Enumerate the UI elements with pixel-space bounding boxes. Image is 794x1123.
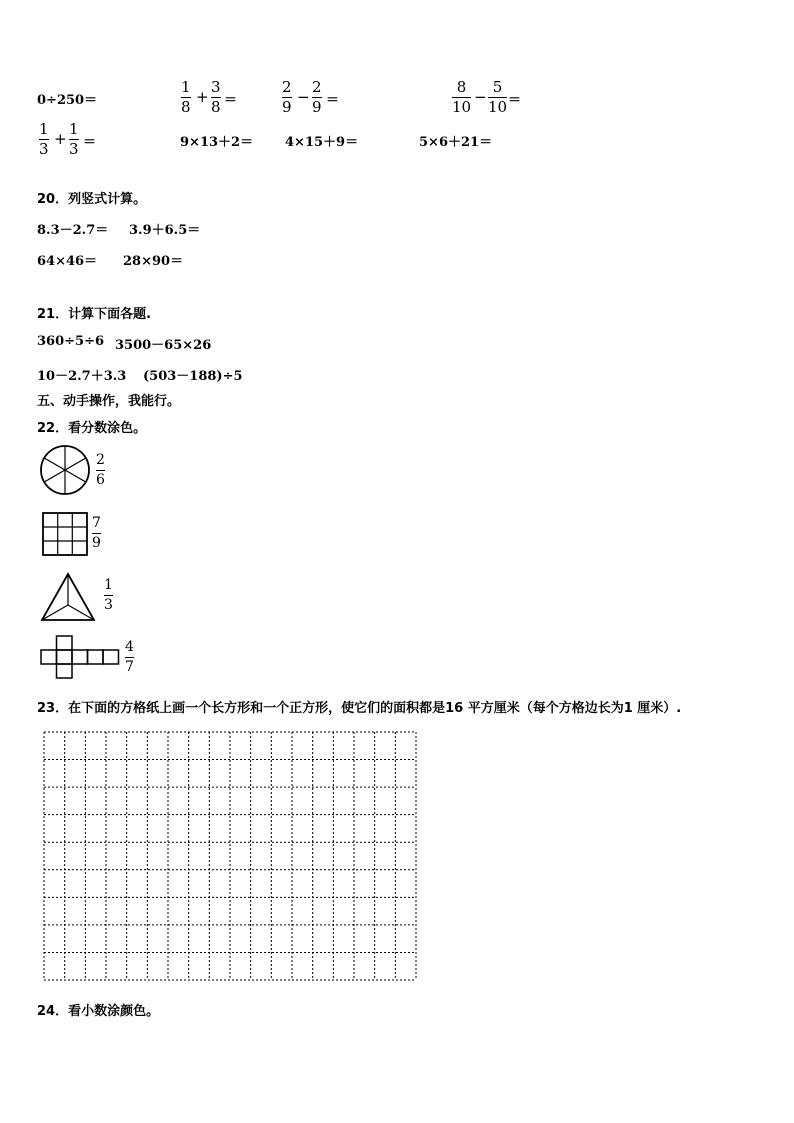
- fraction-eight-tenths: 8 10: [452, 78, 472, 116]
- question-23-title: 23．在下面的方格纸上画一个长方形和一个正方形，使它们的面积都是16 平方厘米（每个方格边长为1 厘米）.: [37, 701, 682, 716]
- fraction-label-4-7: 4 7: [125, 639, 134, 675]
- fraction-one-third-b: 1 3: [69, 120, 79, 158]
- expr-9x13-plus-2: 9×13＋2＝: [180, 135, 254, 150]
- operator-plus: +: [196, 88, 209, 106]
- triangle-thirds-icon[interactable]: [40, 572, 96, 622]
- q20-expr-1: 8.3－2.7＝: [37, 223, 109, 238]
- fraction-one-third-a: 1 3: [39, 120, 49, 158]
- question-21-title: 21．计算下面各题.: [37, 307, 152, 322]
- q21-expr-3: 10－2.7＋3.3: [37, 369, 127, 384]
- expr-divide-zero: 0÷250＝: [37, 93, 98, 108]
- fraction-five-tenths: 5 10: [488, 78, 508, 116]
- question-22-title: 22．看分数涂色。: [37, 421, 147, 436]
- square-grid-paper[interactable]: [43, 731, 417, 981]
- equals-sign: ＝: [326, 93, 340, 108]
- equals-sign: ＝: [83, 135, 97, 150]
- cross-net-sevenths-icon[interactable]: [40, 635, 122, 679]
- fraction-label-2-6: 2 6: [96, 452, 105, 488]
- fraction-three-eighths: 3 8: [211, 78, 221, 116]
- operator-minus: −: [474, 88, 487, 106]
- question-24-title: 24．看小数涂颜色。: [37, 1004, 160, 1019]
- q21-expr-2: 3500－65×26: [115, 338, 212, 353]
- q20-expr-2: 3.9＋6.5＝: [129, 223, 201, 238]
- fraction-two-ninths-a: 2 9: [282, 78, 292, 116]
- fraction-two-ninths-b: 2 9: [312, 78, 322, 116]
- fraction-one-eighth: 1 8: [181, 78, 191, 116]
- equals-sign: ＝: [508, 93, 522, 108]
- fraction-label-1-3: 1 3: [104, 577, 113, 613]
- q20-expr-4: 28×90＝: [123, 254, 184, 269]
- question-20-title: 20．列竖式计算。: [37, 192, 147, 207]
- expr-4x15-plus-9: 4×15＋9＝: [285, 135, 359, 150]
- expr-5x6-plus-21: 5×6＋21＝: [419, 135, 493, 150]
- equals-sign: ＝: [224, 93, 238, 108]
- operator-plus: +: [54, 130, 67, 148]
- section-5-heading: 五、动手操作，我能行。: [37, 394, 181, 409]
- square-grid-ninths-icon[interactable]: [42, 512, 88, 556]
- q20-expr-3: 64×46＝: [37, 254, 98, 269]
- q21-expr-1: 360÷5÷6: [37, 334, 105, 349]
- fraction-label-7-9: 7 9: [92, 515, 101, 551]
- operator-minus: −: [297, 88, 310, 106]
- circle-sixths-icon[interactable]: [38, 443, 92, 497]
- q21-expr-4: (503－188)÷5: [143, 369, 243, 384]
